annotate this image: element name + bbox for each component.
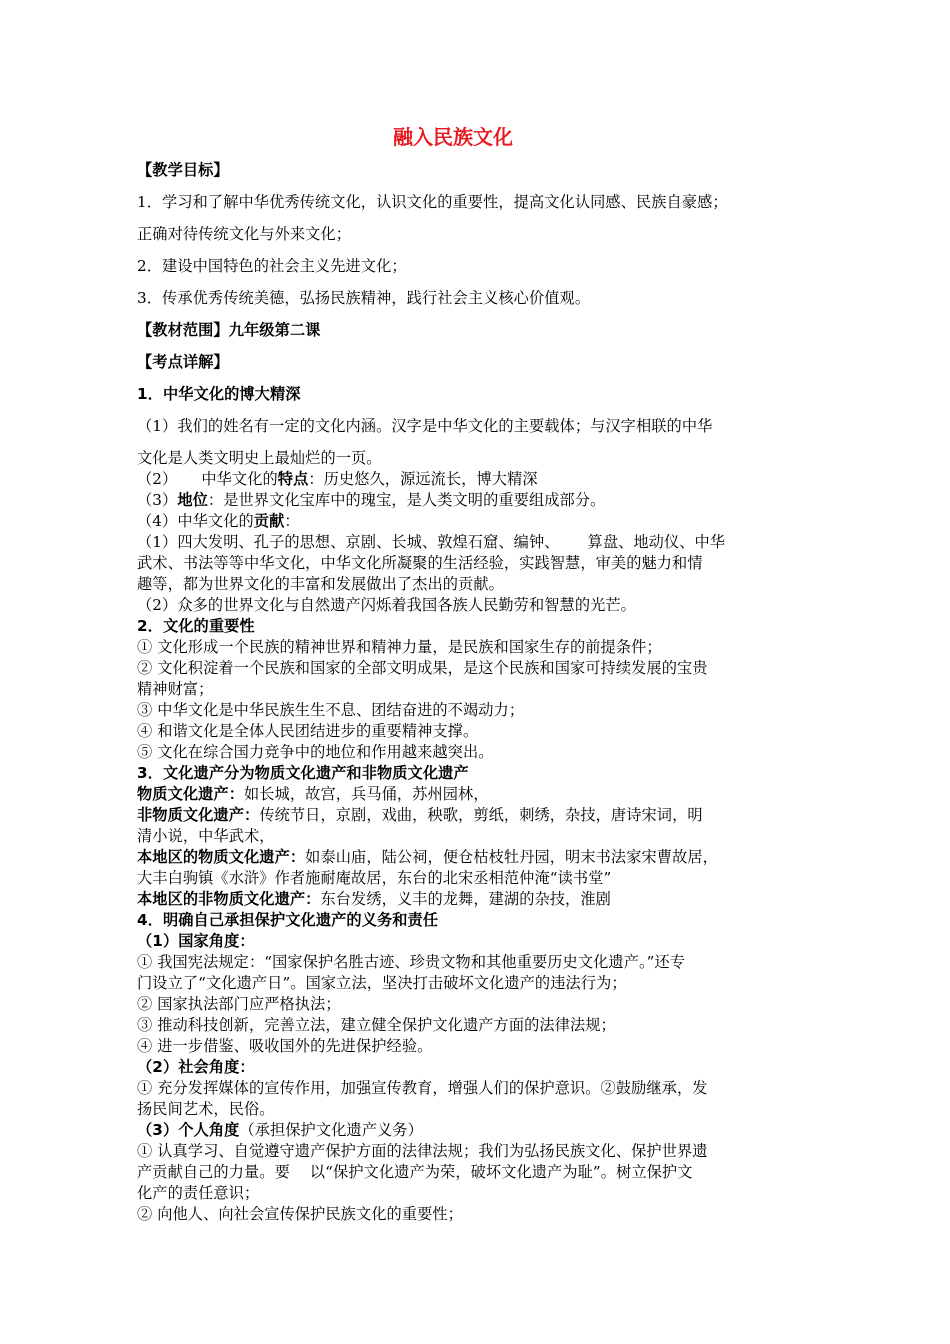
- section-1-para-1-line-2: 文化是人类文明史上最灿烂的一页。: [137, 449, 382, 467]
- material-heritage-label: 物质文化遗产：: [137, 785, 245, 803]
- state-item-4: ④ 进一步借鉴、吸收国外的先进保护经验。: [137, 1037, 433, 1055]
- para-5-part-2: 算盘、地动仪、中华: [587, 533, 726, 551]
- personal-item-1-line-3: 化产的责任意识；: [137, 1184, 260, 1202]
- material-heritage-text: 如长城，故宫，兵马俑，苏州园林，: [244, 785, 489, 803]
- section-3-heading: 3．文化遗产分为物质文化遗产和非物质文化遗产: [137, 764, 469, 782]
- local-nonmaterial-heritage-label: 本地区的非物质文化遗产：: [137, 890, 321, 908]
- local-material-heritage-line-2: 大丰白驹镇《水浒》作者施耐庵故居，东台的北宋丞相范仲淹“读书堂”: [137, 869, 612, 887]
- section-1-para-2: [137, 469, 538, 489]
- objective-item-1-line-1: 1．学习和了解中华优秀传统文化，认识文化的重要性，提高文化认同感、民族自豪感；: [137, 193, 728, 211]
- objective-item-2: 2．建设中国特色的社会主义先进文化；: [137, 257, 407, 275]
- para-4-keyword: 贡献: [253, 512, 285, 530]
- section-1-para-6: （2）众多的世界文化与自然遗产闪烁着我国各族人民勤劳和智慧的光芒。: [137, 596, 636, 614]
- local-nonmaterial-heritage-text: 东台发绣，义丰的龙舞，建湖的杂技，淮剧: [320, 890, 611, 908]
- section-2-item-4: ④ 和谐文化是全体人民团结进步的重要精神支撑。: [137, 722, 479, 740]
- objectives-heading: 【教学目标】: [137, 161, 229, 179]
- section-2-item-3: ③ 中华文化是中华民族生生不息、团结奋进的不竭动力；: [137, 701, 525, 719]
- personal-heading-note: （承担保护文化遗产义务）: [239, 1121, 423, 1139]
- local-material-heritage-text: 如泰山庙，陆公祠，便仓枯枝牡丹园，明末书法家宋曹故居，: [305, 848, 718, 866]
- state-item-1-line-1: ① 我国宪法规定：“国家保护名胜古迹、珍贵文物和其他重要历史文化遗产。”还专: [137, 953, 686, 971]
- section-2-item-2-line-1: ② 文化积淀着一个民族和国家的全部文明成果，是这个民族和国家可持续发展的宝贵: [137, 659, 708, 677]
- section-2-item-2-line-2: 精神财富；: [137, 680, 214, 698]
- section-1-para-4: [137, 511, 300, 531]
- para-2-prefix: （2）: [137, 470, 178, 488]
- nonmaterial-heritage-line-1: [137, 805, 703, 825]
- personal-heading-bold: （3）个人角度: [137, 1121, 240, 1139]
- personal-item-1-part-2: 以“保护文化遗产为荣，破坏文化遗产为耻”。树立保护文: [309, 1163, 693, 1181]
- personal-item-1-line-2: [137, 1162, 693, 1182]
- para-4-text: ：: [284, 512, 300, 530]
- personal-item-2: ② 向他人、向社会宣传保护民族文化的重要性；: [137, 1205, 463, 1223]
- para-3-prefix: （3）: [137, 491, 178, 509]
- material-heritage-line: [137, 784, 489, 804]
- section-1-para-3: [137, 490, 605, 510]
- section-2-item-1: ① 文化形成一个民族的精神世界和精神力量，是民族和国家生存的前提条件；: [137, 638, 662, 656]
- objective-item-1-line-2: 正确对待传统文化与外来文化；: [137, 225, 352, 243]
- nonmaterial-heritage-label: 非物质文化遗产：: [137, 806, 260, 824]
- points-heading: 【考点详解】: [137, 353, 229, 371]
- local-material-heritage-label: 本地区的物质文化遗产：: [137, 848, 306, 866]
- local-nonmaterial-heritage-line: [137, 889, 611, 909]
- section-4-heading: 4．明确自己承担保护文化遗产的义务和责任: [137, 911, 439, 929]
- document-title: 融入民族文化: [393, 125, 513, 149]
- society-item-1-line-2: 扬民间艺术，民俗。: [137, 1100, 275, 1118]
- personal-item-1-line-1: ① 认真学习、自觉遵守遗产保护方面的法律法规；我们为弘扬民族文化、保护世界遗: [137, 1142, 708, 1160]
- section-2-item-5: ⑤ 文化在综合国力竞争中的地位和作用越来越突出。: [137, 743, 494, 761]
- state-perspective-heading: （1）国家角度：: [137, 932, 255, 950]
- section-1-heading: 1．中华文化的博大精深: [137, 385, 301, 403]
- section-1-para-5-line-2: 武术、书法等等中华文化，中华文化所凝聚的生活经验，实践智慧，审美的魅力和情: [137, 554, 703, 572]
- para-5-part-1: （1）四大发明、孔子的思想、京剧、长城、敦煌石窟、编钟、: [137, 533, 560, 551]
- nonmaterial-heritage-text: 传统节日，京剧，戏曲，秧歌，剪纸，刺绣，杂技，唐诗宋词，明: [259, 806, 703, 824]
- personal-perspective-heading: [137, 1120, 423, 1140]
- para-2-lead: 中华文化的: [201, 470, 278, 488]
- scope-heading: 【教材范围】九年级第二课: [137, 321, 321, 339]
- para-3-text: ：是世界文化宝库中的瑰宝，是人类文明的重要组成部分。: [207, 491, 606, 509]
- personal-item-1-part-1: 产贡献自己的力量。要: [137, 1163, 290, 1181]
- objective-item-3: 3．传承优秀传统美德，弘扬民族精神，践行社会主义核心价值观。: [137, 289, 591, 307]
- para-2-keyword: 特点: [277, 470, 309, 488]
- nonmaterial-heritage-line-2: 清小说，中华武术，: [137, 827, 275, 845]
- state-item-3: ③ 推动科技创新，完善立法，建立健全保护文化遗产方面的法律法规；: [137, 1016, 616, 1034]
- state-item-2: ② 国家执法部门应严格执法；: [137, 995, 341, 1013]
- local-material-heritage-line-1: [137, 847, 718, 867]
- para-2-text: ：历史悠久，源远流长，博大精深: [308, 470, 538, 488]
- society-perspective-heading: （2）社会角度：: [137, 1058, 255, 1076]
- section-1-para-1-line-1: （1）我们的姓名有一定的文化内涵。汉字是中华文化的主要载体；与汉字相联的中华: [137, 417, 713, 435]
- para-4-prefix: （4）中华文化的: [137, 512, 254, 530]
- section-2-heading: 2．文化的重要性: [137, 617, 255, 635]
- state-item-1-line-2: 门设立了“文化遗产日”。国家立法，坚决打击破坏文化遗产的违法行为；: [137, 974, 627, 992]
- section-1-para-5-line-1: [137, 532, 725, 552]
- section-1-para-5-line-3: 趣等，都为世界文化的丰富和发展做出了杰出的贡献。: [137, 575, 504, 593]
- society-item-1-line-1: ① 充分发挥媒体的宣传作用，加强宣传教育，增强人们的保护意识。②鼓励继承，发: [137, 1079, 708, 1097]
- para-3-keyword: 地位: [177, 491, 208, 509]
